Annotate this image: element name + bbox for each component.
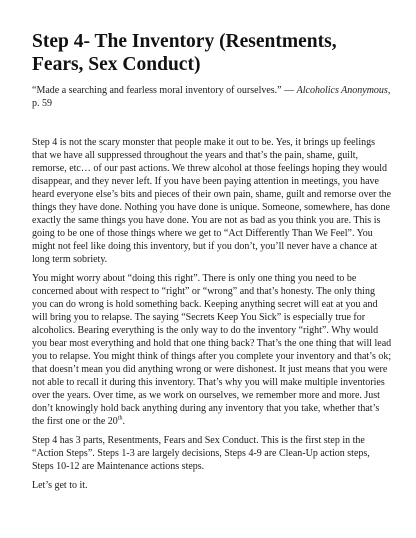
paragraph-honesty [32,272,392,428]
paragraph-honesty-text: You might worry about “doing this right”. There is only one thing you need to be concerned about with respect to “right” or “wrong” and that’s honesty. The only thing you can do wrong is hold something back. Keeping anything secret will eat at you and will bring you to relapse. The saying “Secrets Keep You Sick” is especially true for alcoholics. Bearing everything is the only way to do the inventory “right”. Why would you bear most everything and hold that one thing back? That’s the one thing that will lead you to relapse. You might think of things after you complete your inventory and that’s ok; that doesn’t mean you did anything wrong or were dishonest. It just means that you were not able to recall it during this inventory. That’s why you will make multiple inventories over the years. Over time, as we work on ourselves, we remember more and more. Just don’t knowingly hold back anything during any inventory that you take, whether that’s the first one or the 20 [32,273,392,427]
ordinal-superscript: th [117,415,123,422]
paragraph-closing: Let’s get to it. [32,480,88,491]
quote-page: , p. 59 [32,85,391,109]
paragraph-parts: Step 4 has 3 parts, Resentments, Fears and Sex Conduct. This is the first step in the “Action Steps”. Steps 1-3 are largely decisions, Steps 4-9 are Clean-Up action steps, Steps 10-12 are Maintenance actions steps. [32,435,370,472]
quote-source: Alcoholics Anonymous [296,85,388,96]
paragraph-honesty-end: . [122,416,125,427]
page-title: Step 4- The Inventory (Resentments, Fears, Sex Conduct) [32,31,337,75]
quote-text: “Made a searching and fearless moral inventory of ourselves.” — [32,85,295,96]
paragraph-intro: Step 4 is not the scary monster that people make it out to be. Yes, it brings up feelings that we have all suppressed throughout the years and that’s the pain, shame, guilt, remorse, etc… of our past actions. We threw alcohol at those feelings hoping they would disappear, and they never left. If you have been paying attention in meetings, you have heard everyone else’s bits and pieces of their own pain, shame, guilt and remorse over the things they have done. Nothing you have done is unique. Someone, somewhere, has done exactly the same things you have done. You are not as bad as you think you are. This is going to be one of those things where we get to “Act Differently Than We Feel”. You might not feel like doing this inventory, but if you don’t, you’ll never have a chance at long term sobriety. [32,137,392,265]
epigraph-quote [32,84,392,110]
